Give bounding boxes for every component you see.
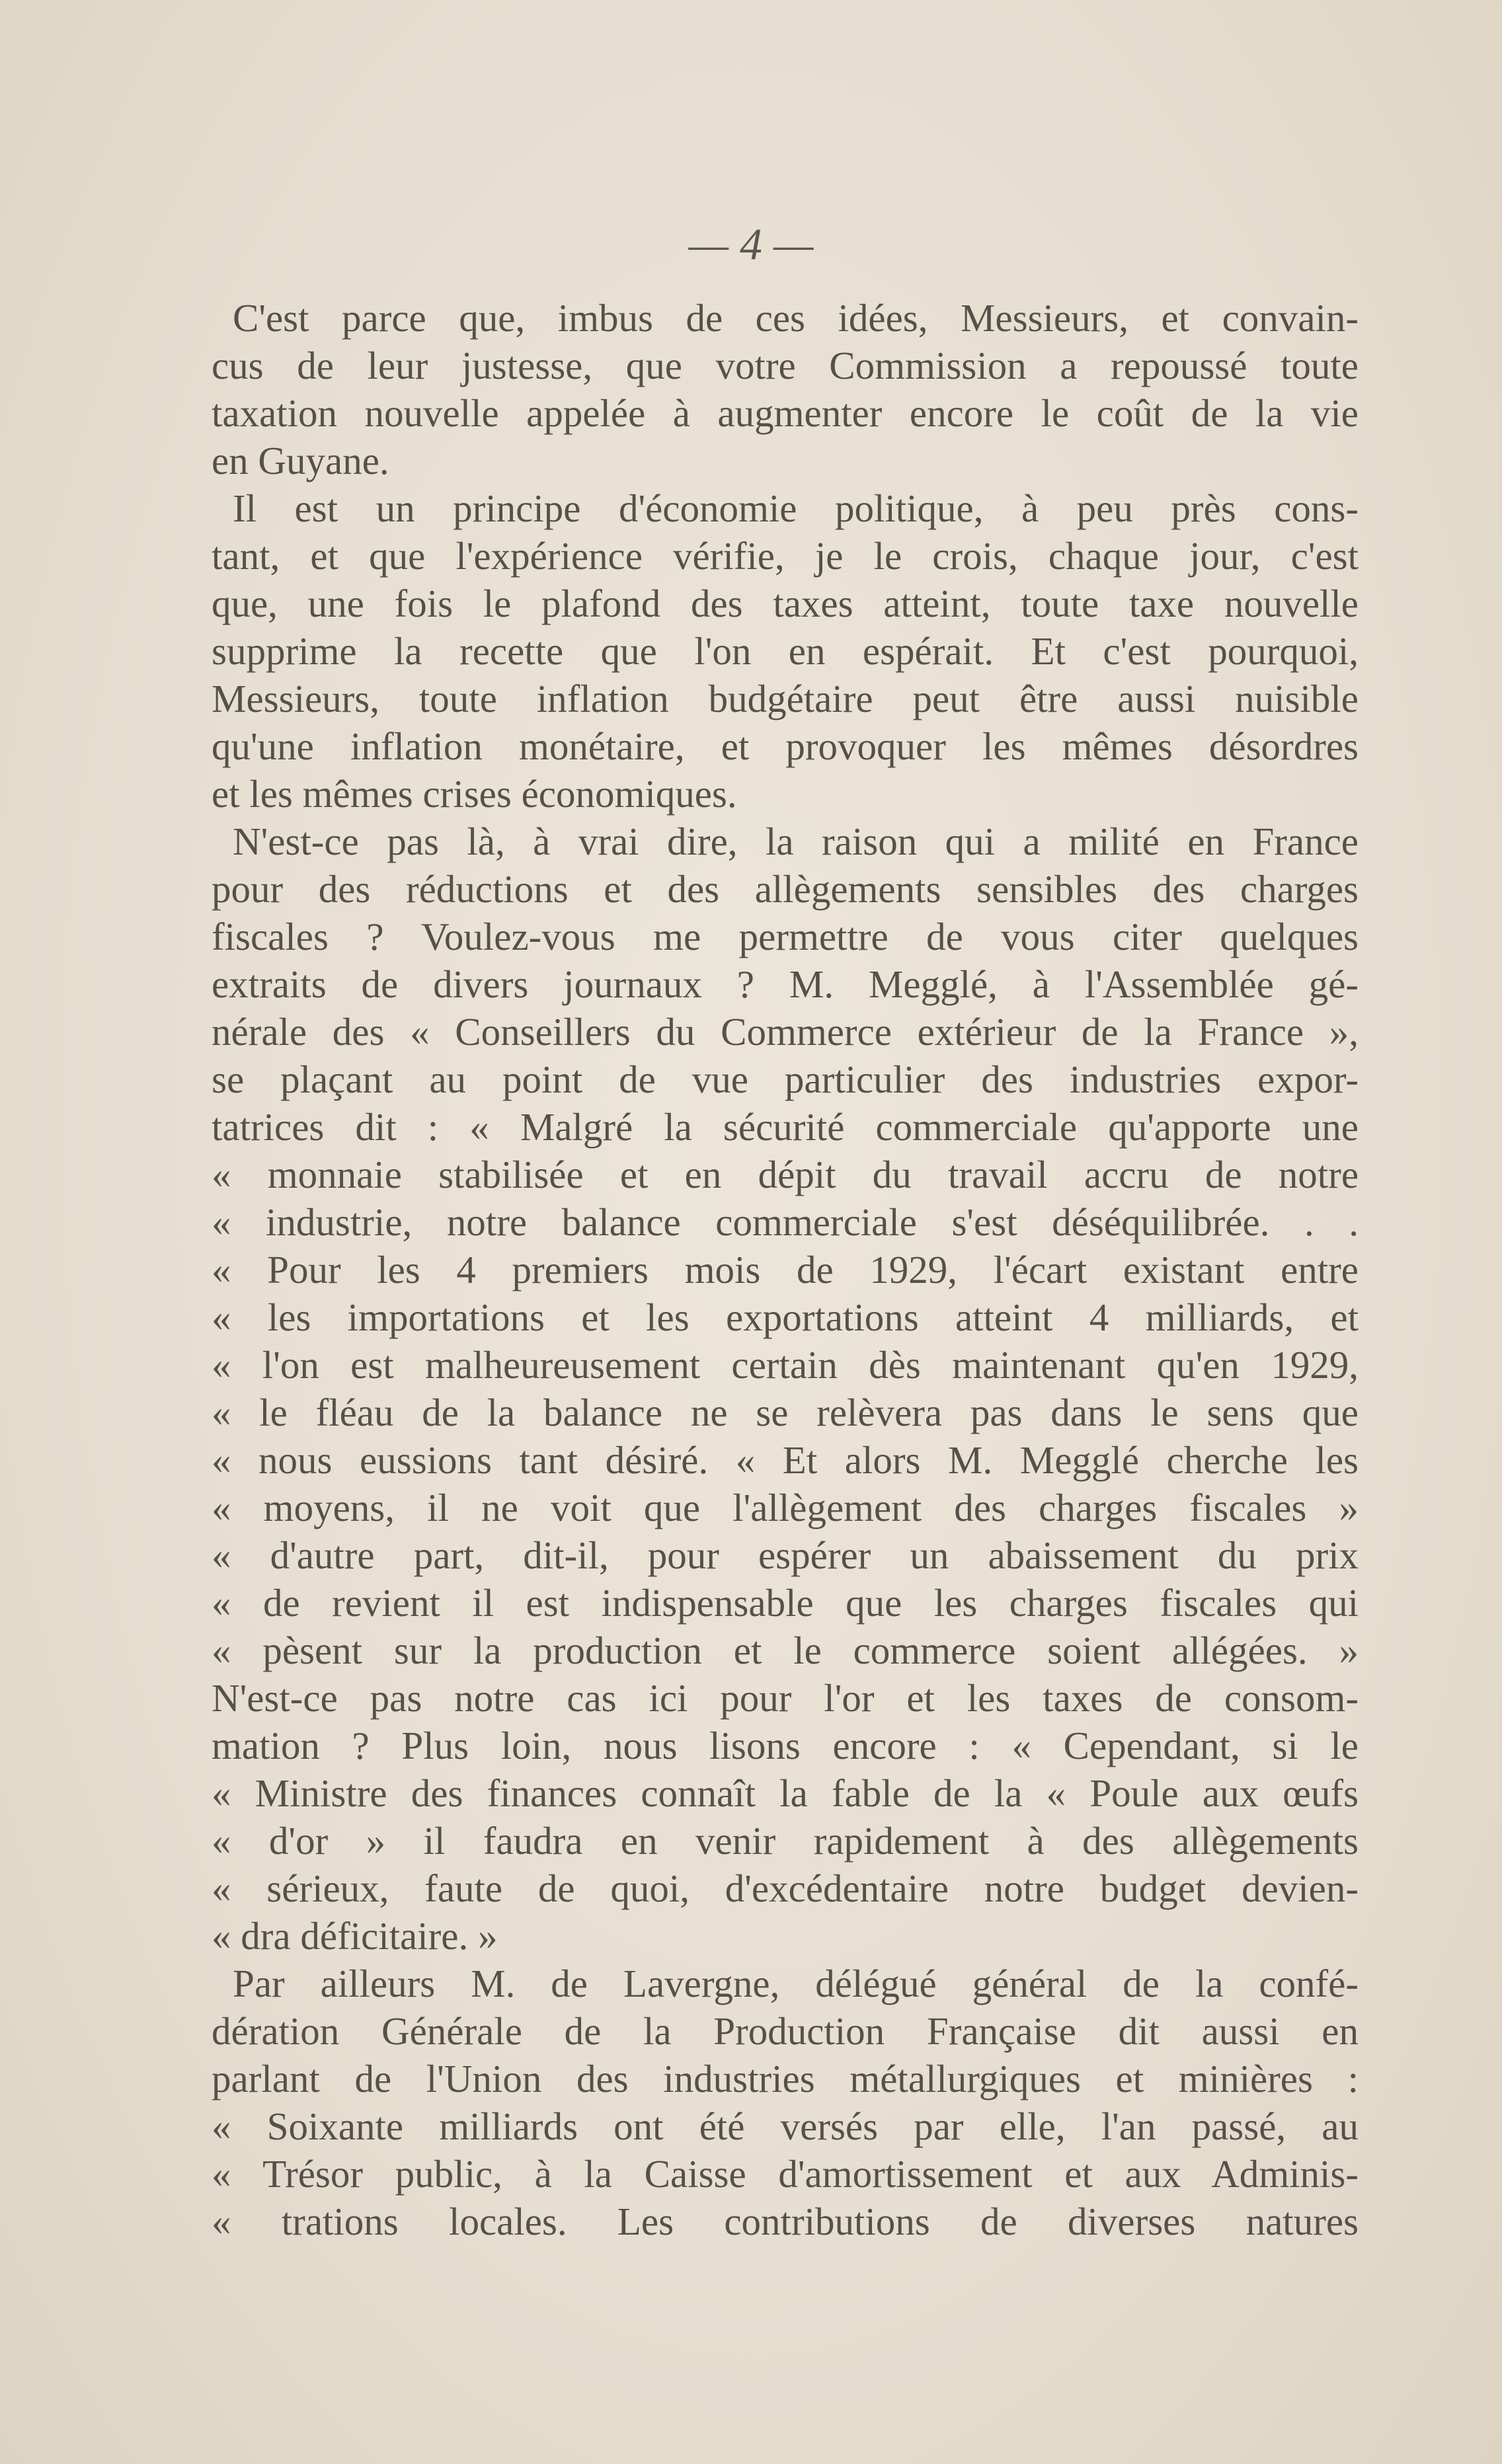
text-line: N'est-ce pas là, à vrai dire, la raison qui a milité en France — [233, 820, 1359, 863]
paragraph-1 — [212, 294, 1359, 484]
text-line: tatrices dit : « Malgré la sécurité commerciale qu'apporte une — [212, 1105, 1359, 1149]
text-line: « Ministre des finances connaît la fable de la « Poule aux œufs — [212, 1771, 1359, 1815]
text-line: cus de leur justesse, que votre Commission a repoussé toute — [212, 344, 1359, 387]
text-line: Par ailleurs M. de Lavergne, délégué général de la confé- — [233, 1962, 1359, 2005]
text-line: Il est un principe d'économie politique, à peu près cons- — [233, 486, 1359, 530]
text-line: « monnaie stabilisée et en dépit du travail accru de notre — [212, 1153, 1359, 1196]
page-number: — 4 — — [688, 219, 814, 269]
text-line: supprime la recette que l'on en espérait. Et c'est pourquoi, — [212, 629, 1359, 673]
text-line: « d'autre part, dit-il, pour espérer un abaissement du prix — [212, 1533, 1359, 1577]
text-line: « de revient il est indispensable que les charges fiscales qui — [212, 1581, 1359, 1625]
text-line: C'est parce que, imbus de ces idées, Messieurs, et convain- — [233, 296, 1359, 340]
text-line: « nous eussions tant désiré. « Et alors M. Megglé cherche les — [212, 1438, 1359, 1482]
text-line: « les importations et les exportations atteint 4 milliards, et — [212, 1295, 1359, 1339]
text-line: pour des réductions et des allègements sensibles des charges — [212, 867, 1359, 911]
text-line: dération Générale de la Production Française dit aussi en — [212, 2009, 1359, 2053]
text-line: et les mêmes crises économiques. — [212, 772, 737, 816]
text-line: parlant de l'Union des industries métallurgiques et minières : — [212, 2057, 1359, 2100]
text-line: N'est-ce pas notre cas ici pour l'or et les taxes de consom- — [212, 1676, 1359, 1720]
text-line: « industrie, notre balance commerciale s'est déséquilibrée. . . — [212, 1200, 1359, 1244]
text-line: « Soixante milliards ont été versés par elle, l'an passé, au — [212, 2104, 1359, 2148]
paragraph-3 — [212, 818, 1359, 1960]
text-line: fiscales ? Voulez-vous me permettre de vous citer quelques — [212, 915, 1359, 958]
paragraph-4 — [212, 1960, 1359, 2245]
text-line: que, une fois le plafond des taxes atteint, toute taxe nouvelle — [212, 582, 1359, 625]
body-text — [212, 294, 1359, 2245]
text-line: taxation nouvelle appelée à augmenter encore le coût de la vie — [212, 391, 1359, 435]
text-line: « le fléau de la balance ne se relèvera pas dans le sens que — [212, 1391, 1359, 1434]
text-line: « Trésor public, à la Caisse d'amortissement et aux Adminis- — [212, 2152, 1359, 2196]
text-line: se plaçant au point de vue particulier des industries expor- — [212, 1058, 1359, 1101]
text-line: tant, et que l'expérience vérifie, je le crois, chaque jour, c'est — [212, 534, 1359, 578]
text-line: « dra déficitaire. » — [212, 1914, 498, 1958]
text-line: « l'on est malheureusement certain dès maintenant qu'en 1929, — [212, 1343, 1359, 1387]
text-line: « Pour les 4 premiers mois de 1929, l'écart existant entre — [212, 1248, 1359, 1291]
text-line: extraits de divers journaux ? M. Megglé, à l'Assemblée gé- — [212, 962, 1359, 1006]
text-line: Messieurs, toute inflation budgétaire peut être aussi nuisible — [212, 677, 1359, 720]
text-line: nérale des « Conseillers du Commerce extérieur de la France », — [212, 1010, 1359, 1054]
text-line: « trations locales. Les contributions de diverses natures — [212, 2200, 1359, 2243]
text-line: « d'or » il faudra en venir rapidement à des allègements — [212, 1819, 1359, 1863]
text-line: « sérieux, faute de quoi, d'excédentaire notre budget devien- — [212, 1867, 1359, 1910]
text-line: « pèsent sur la production et le commerce soient allégées. » — [212, 1629, 1359, 1672]
text-line: en Guyane. — [212, 439, 389, 482]
text-line: qu'une inflation monétaire, et provoquer les mêmes désordres — [212, 724, 1359, 768]
text-line: « moyens, il ne voit que l'allègement des charges fiscales » — [212, 1486, 1359, 1529]
paragraph-2 — [212, 484, 1359, 818]
text-line: mation ? Plus loin, nous lisons encore : « Cependant, si le — [212, 1724, 1359, 1767]
